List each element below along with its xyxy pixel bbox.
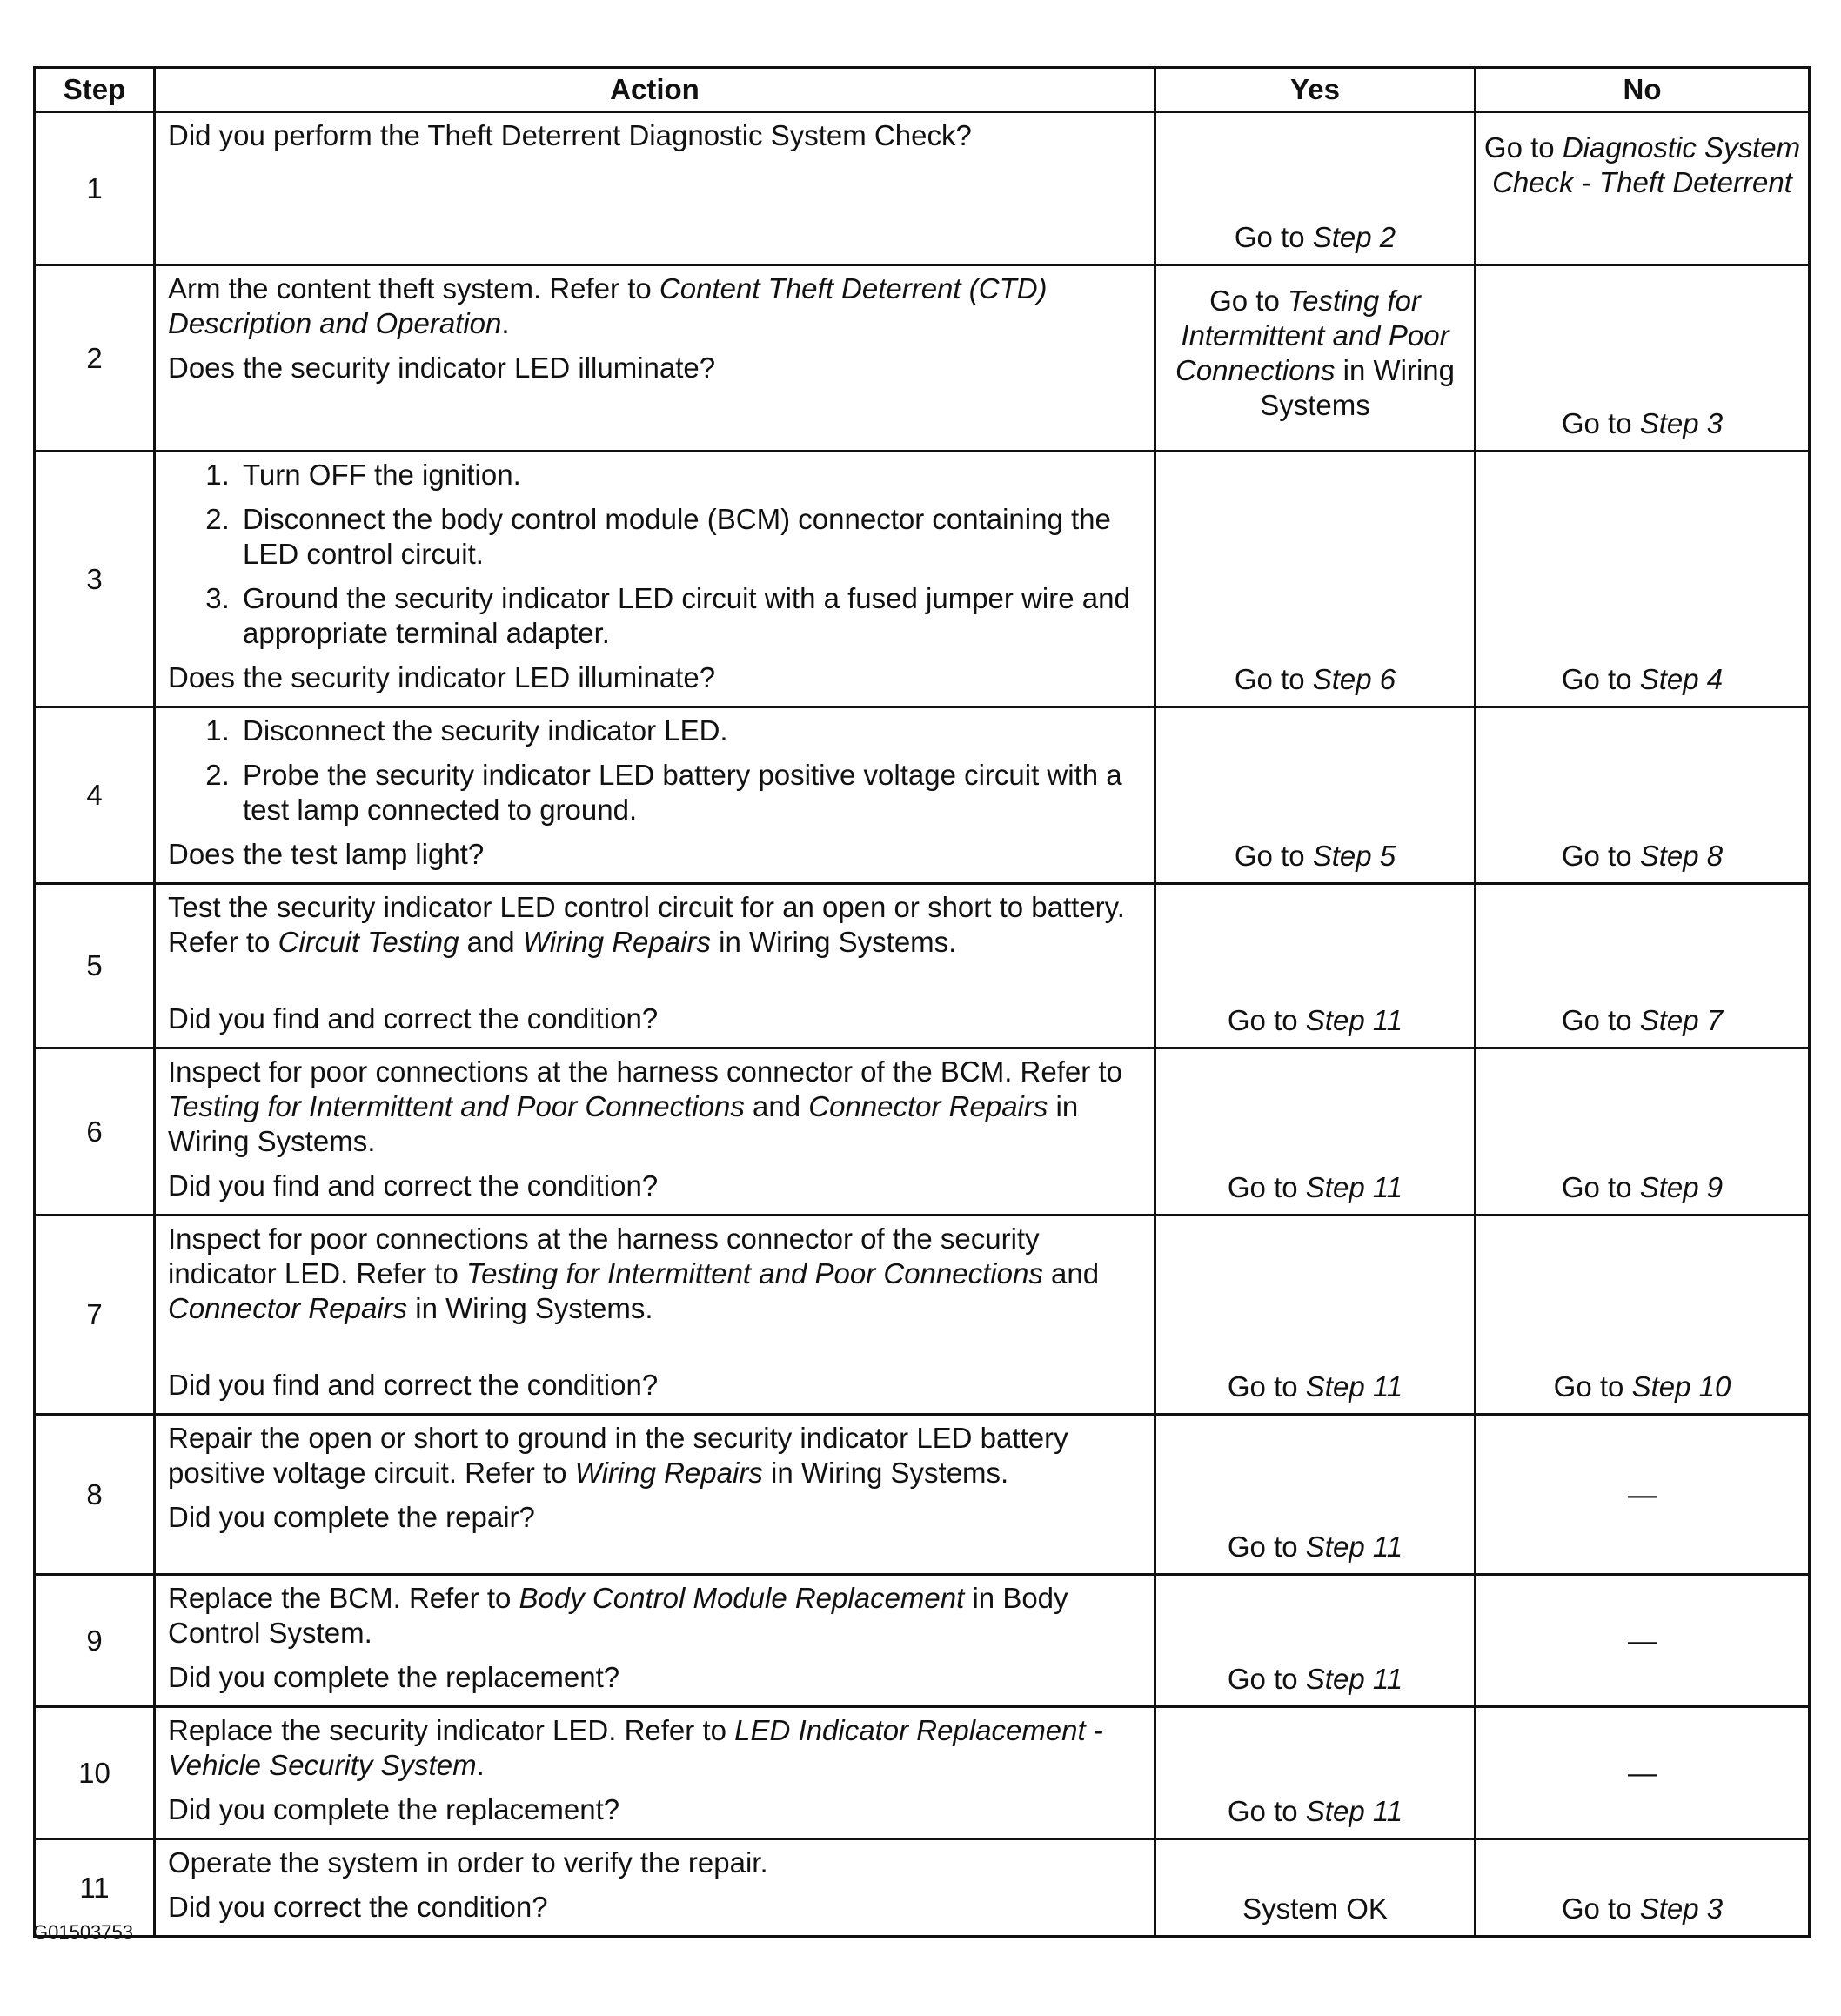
text-segment: — — [1628, 1624, 1657, 1657]
reference-text: Testing for Intermittent and Poor Connections — [1175, 285, 1449, 386]
table-row — [35, 1707, 1810, 1839]
yes-result — [1155, 112, 1476, 265]
action-paragraph — [168, 1581, 1147, 1651]
no-result — [1476, 1707, 1810, 1839]
step-number: 1 — [35, 112, 155, 265]
text-segment: Does the test lamp light? — [168, 838, 485, 870]
column-header-step: Step — [35, 68, 155, 112]
text-segment: Did you perform the Theft Deterrent Diagnostic System Check? — [168, 119, 972, 151]
text-segment: Go to — [1561, 1004, 1640, 1036]
text-segment: Go to — [1227, 1663, 1306, 1695]
action-paragraph — [168, 1001, 1147, 1036]
no-result — [1476, 1216, 1810, 1415]
step-number: 9 — [35, 1575, 155, 1707]
text-segment: Replace the security indicator LED. Refer to — [168, 1714, 735, 1746]
reference-text: Content Theft Deterrent (CTD) Description and Operation — [168, 272, 1048, 339]
text-segment: . — [501, 307, 510, 339]
action-cell — [155, 884, 1155, 1048]
text-segment: Go to — [1561, 1171, 1640, 1203]
reference-text: Step 10 — [1631, 1370, 1731, 1403]
text-segment: in Wiring Systems. — [762, 1457, 1009, 1489]
yes-result — [1155, 884, 1476, 1048]
table-row — [35, 1839, 1810, 1937]
text-segment: Did you find and correct the condition? — [168, 1369, 659, 1401]
text-segment: Go to — [1227, 1004, 1306, 1036]
action-paragraph — [168, 1055, 1147, 1159]
text-segment: Ground the security indicator LED circuit with a fused jumper wire and appropriate terminal adapter. — [243, 582, 1130, 649]
table-row — [35, 1048, 1810, 1216]
step-number: 11 — [35, 1839, 155, 1937]
reference-text: Step 11 — [1305, 1663, 1403, 1695]
action-paragraph — [168, 1713, 1147, 1783]
text-segment: Did you complete the repair? — [168, 1501, 535, 1533]
diagnostic-table — [33, 66, 1811, 1938]
no-result — [1476, 112, 1810, 265]
text-segment: Arm the content theft system. Refer to — [168, 272, 659, 305]
text-segment: in Wiring Systems — [1260, 354, 1455, 421]
table-header-row — [35, 68, 1810, 112]
text-segment: Did you find and correct the condition? — [168, 1002, 659, 1035]
table-row — [35, 884, 1810, 1048]
action-cell — [155, 1575, 1155, 1707]
action-paragraph — [168, 1660, 1147, 1695]
text-segment: Go to — [1553, 1370, 1632, 1403]
yes-result — [1155, 452, 1476, 707]
action-paragraph — [168, 1222, 1147, 1326]
table-body — [35, 112, 1810, 1937]
reference-text: Step 6 — [1312, 663, 1396, 695]
step-number: 5 — [35, 884, 155, 1048]
reference-text: Testing for Intermittent and Poor Connections — [466, 1257, 1043, 1289]
action-paragraph — [168, 271, 1147, 341]
text-segment: — — [1628, 1756, 1657, 1789]
reference-text: Wiring Repairs — [522, 926, 711, 958]
reference-text: Step 4 — [1639, 663, 1724, 695]
yes-result — [1155, 1415, 1476, 1575]
reference-text: Connector Repairs — [808, 1090, 1048, 1122]
reference-text: Step 5 — [1312, 840, 1396, 872]
column-header-no: No — [1476, 68, 1810, 112]
text-segment: System OK — [1242, 1892, 1388, 1925]
action-cell — [155, 1415, 1155, 1575]
reference-text: Circuit Testing — [278, 926, 459, 958]
action-steps-list — [168, 713, 1147, 827]
list-item — [238, 581, 1147, 651]
action-paragraph — [168, 351, 1147, 385]
reference-text: LED Indicator Replacement - Vehicle Security System — [168, 1714, 1103, 1781]
no-result — [1476, 1575, 1810, 1707]
reference-text: Step 11 — [1305, 1171, 1403, 1203]
step-number: 3 — [35, 452, 155, 707]
text-segment: Go to — [1209, 285, 1288, 317]
yes-result — [1155, 1707, 1476, 1839]
text-segment: — — [1628, 1477, 1657, 1510]
no-result — [1476, 707, 1810, 884]
action-paragraph — [168, 118, 1147, 153]
action-cell — [155, 1048, 1155, 1216]
text-segment: Did you find and correct the condition? — [168, 1169, 659, 1202]
action-cell — [155, 265, 1155, 452]
reference-text: Step 3 — [1639, 407, 1724, 439]
text-segment: in Wiring Systems. — [407, 1292, 653, 1324]
table-row — [35, 265, 1810, 452]
step-number: 8 — [35, 1415, 155, 1575]
text-segment: in Wiring Systems. — [168, 1090, 1079, 1157]
text-segment: in Body Control System. — [168, 1582, 1068, 1649]
action-paragraph — [168, 1890, 1147, 1925]
list-item — [238, 713, 1147, 748]
table-row — [35, 707, 1810, 884]
action-steps-list — [168, 458, 1147, 651]
text-segment: Does the security indicator LED illuminate? — [168, 352, 716, 384]
step-number: 4 — [35, 707, 155, 884]
reference-text: Step 11 — [1305, 1530, 1403, 1563]
yes-result — [1155, 707, 1476, 884]
step-number: 10 — [35, 1707, 155, 1839]
text-segment: and — [1042, 1257, 1100, 1289]
table-row — [35, 1575, 1810, 1707]
no-result — [1476, 884, 1810, 1048]
no-result — [1476, 1839, 1810, 1937]
step-number: 7 — [35, 1216, 155, 1415]
action-cell — [155, 1839, 1155, 1937]
text-segment: Test the security indicator LED control circuit for an open or short to battery. Refer to — [168, 891, 1125, 958]
text-segment: and — [459, 926, 523, 958]
list-item — [238, 758, 1147, 827]
reference-text: Step 11 — [1305, 1370, 1403, 1403]
reference-text: Step 11 — [1305, 1795, 1403, 1827]
action-paragraph — [168, 1845, 1147, 1880]
reference-text: Connector Repairs — [168, 1292, 408, 1324]
table-row — [35, 112, 1810, 265]
action-paragraph — [168, 837, 1147, 872]
action-paragraph — [168, 1169, 1147, 1203]
text-segment: Disconnect the body control module (BCM) connector containing the LED control circuit. — [243, 503, 1111, 570]
action-cell — [155, 112, 1155, 265]
action-paragraph — [168, 1368, 1147, 1403]
action-paragraph — [168, 660, 1147, 695]
text-segment: Go to — [1561, 663, 1640, 695]
no-result — [1476, 452, 1810, 707]
text-segment: Inspect for poor connections at the harness connector of the BCM. Refer to — [168, 1055, 1122, 1088]
text-segment: in Wiring Systems. — [710, 926, 957, 958]
step-number: 6 — [35, 1048, 155, 1216]
text-segment: Go to — [1561, 1892, 1640, 1925]
text-segment: Did you complete the replacement? — [168, 1793, 620, 1825]
text-segment: Does the security indicator LED illuminate? — [168, 661, 716, 693]
reference-text: Wiring Repairs — [574, 1457, 763, 1489]
action-cell — [155, 707, 1155, 884]
reference-text: Step 9 — [1639, 1171, 1724, 1203]
table-row — [35, 1216, 1810, 1415]
text-segment: Operate the system in order to verify the repair. — [168, 1846, 768, 1879]
reference-text: Step 8 — [1639, 840, 1724, 872]
action-cell — [155, 1707, 1155, 1839]
yes-result — [1155, 265, 1476, 452]
no-result — [1476, 1048, 1810, 1216]
text-segment: Inspect for poor connections at the harness connector of the security indicator LED. Refer to — [168, 1222, 1040, 1289]
action-cell — [155, 1216, 1155, 1415]
yes-result — [1155, 1575, 1476, 1707]
diagnostic-table-container — [33, 66, 1808, 1938]
text-segment: . — [476, 1749, 485, 1781]
reference-text: Step 11 — [1305, 1004, 1403, 1036]
text-segment: Go to — [1227, 1795, 1306, 1827]
step-number: 2 — [35, 265, 155, 452]
list-item — [238, 458, 1147, 492]
yes-result — [1155, 1216, 1476, 1415]
reference-text: Step 2 — [1312, 221, 1396, 253]
table-row — [35, 1415, 1810, 1575]
no-result — [1476, 265, 1810, 452]
text-segment: Go to — [1483, 131, 1563, 164]
text-segment: Go to — [1227, 1530, 1306, 1563]
column-header-yes: Yes — [1155, 68, 1476, 112]
text-segment: Repair the open or short to ground in the security indicator LED battery positive voltage circuit. Refer to — [168, 1422, 1068, 1489]
text-segment: Replace the BCM. Refer to — [168, 1582, 519, 1614]
reference-text: Body Control Module Replacement — [519, 1582, 965, 1614]
text-segment: Go to — [1234, 840, 1313, 872]
text-segment: Go to — [1561, 840, 1640, 872]
action-paragraph — [168, 1421, 1147, 1490]
text-segment: Go to — [1561, 407, 1640, 439]
yes-result — [1155, 1839, 1476, 1937]
reference-text: Testing for Intermittent and Poor Connections — [168, 1090, 745, 1122]
action-paragraph — [168, 1500, 1147, 1535]
column-header-action: Action — [155, 68, 1155, 112]
reference-text: Step 3 — [1639, 1892, 1724, 1925]
text-segment: Go to — [1234, 663, 1313, 695]
text-segment: Probe the security indicator LED battery positive voltage circuit with a test lamp connected to ground. — [243, 759, 1122, 826]
text-segment: Did you correct the condition? — [168, 1891, 548, 1923]
table-row — [35, 452, 1810, 707]
text-segment: Go to — [1227, 1171, 1306, 1203]
reference-text: Step 7 — [1639, 1004, 1724, 1036]
figure-id: G01503753 — [33, 1921, 133, 1943]
text-segment: Turn OFF the ignition. — [243, 459, 521, 491]
action-paragraph — [168, 890, 1147, 960]
action-cell — [155, 452, 1155, 707]
text-segment: and — [744, 1090, 809, 1122]
list-item — [238, 502, 1147, 572]
yes-result — [1155, 1048, 1476, 1216]
text-segment: Go to — [1227, 1370, 1306, 1403]
no-result — [1476, 1415, 1810, 1575]
action-paragraph — [168, 1792, 1147, 1827]
reference-text: Diagnostic System Check - Theft Deterrent — [1492, 131, 1801, 198]
text-segment: Did you complete the replacement? — [168, 1661, 620, 1693]
text-segment: Disconnect the security indicator LED. — [243, 714, 728, 747]
text-segment: Go to — [1234, 221, 1313, 253]
